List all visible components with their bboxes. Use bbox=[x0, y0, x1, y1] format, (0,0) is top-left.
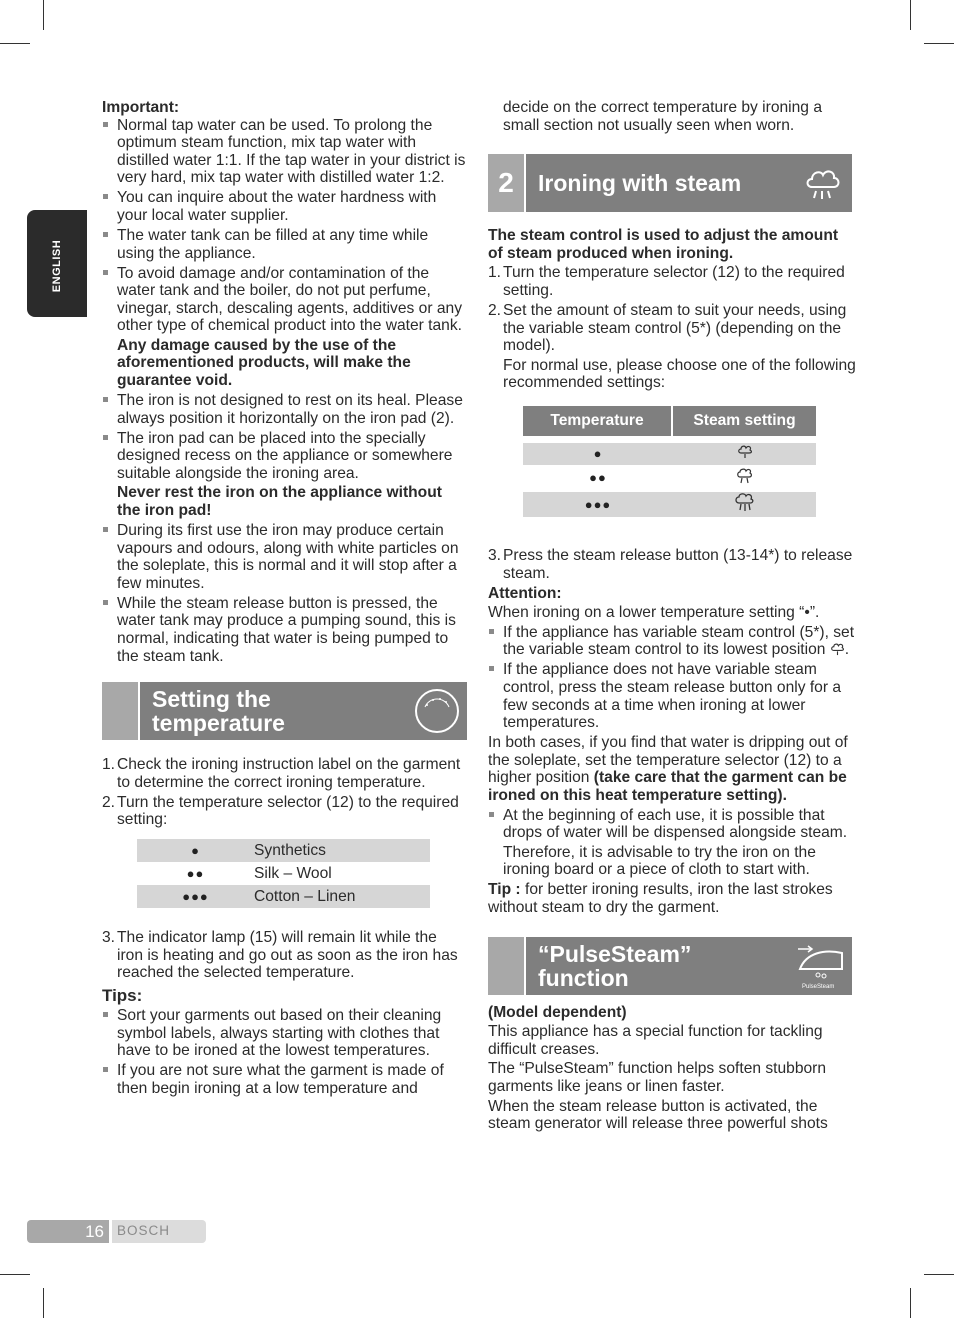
section-number-tab bbox=[488, 937, 526, 995]
language-tab bbox=[27, 210, 87, 317]
section-title: Ironing with steam bbox=[538, 170, 742, 197]
page-number: 16 bbox=[27, 1220, 109, 1243]
list-item: 3. The indicator lamp (15) will remain lit while the iron is heating and go out as soon as the iron has reached the selected temperature. bbox=[102, 928, 458, 982]
section-number: 2 bbox=[488, 154, 526, 212]
list-item: The water tank can be filled at any time while using the appliance. bbox=[102, 227, 467, 262]
table-row: ●● Silk – Wool bbox=[186, 864, 332, 882]
list-item: The iron is not designed to rest on its heal. Please always position it horizontally on the iron pad (2). bbox=[102, 392, 467, 427]
list-item: 1. Turn the temperature selector (12) to the required setting. bbox=[488, 264, 845, 299]
pulse-paragraph: When the steam release button is activated, the steam generator will release three powerful shots bbox=[488, 1097, 828, 1133]
section-number-tab bbox=[102, 682, 140, 740]
attention-text: When ironing on a lower temperature setting “•”. bbox=[488, 604, 820, 622]
brand-name: BOSCH bbox=[112, 1220, 206, 1243]
crop-mark bbox=[0, 1274, 30, 1275]
column-header: Steam setting bbox=[673, 406, 816, 436]
steam-lead: The steam control is used to adjust the amount of steam produced when ironing. bbox=[488, 227, 839, 262]
table-row: ●●● Cotton – Linen bbox=[137, 885, 430, 908]
list-item: Sort your garments out based on their cleaning symbol labels, always starting with clothes that have to be ironed at the lowest temperatures. bbox=[102, 1007, 467, 1060]
list-item: If the appliance does not have variable steam control, press the steam release button only for a few seconds at a time when ironing at lower temperatures. bbox=[488, 661, 856, 731]
list-item: While the steam release button is pressed, the water tank may produce a pumping sound, this is normal, indicating that water is being pumped to the steam tank. bbox=[102, 595, 467, 665]
temperature-table bbox=[137, 839, 430, 908]
tip-text: Tip : for better ironing results, iron the last strokes without steam to dry the garment. bbox=[488, 881, 833, 916]
crop-mark bbox=[910, 0, 911, 30]
temperature-step-3 bbox=[102, 929, 467, 982]
section-header-temperature bbox=[102, 682, 467, 740]
attention-heading: Attention: bbox=[488, 584, 562, 602]
warning-note: Any damage caused by the use of the aforementioned products, will make the guarantee void. bbox=[117, 336, 411, 390]
section-title: “PulseSteam” function bbox=[538, 940, 692, 991]
steam-cloud-icon bbox=[792, 154, 852, 212]
steam-medium-icon bbox=[673, 467, 816, 490]
steam-step-3 bbox=[488, 547, 856, 582]
steam-low-icon bbox=[830, 643, 845, 656]
temperature-steps bbox=[102, 756, 467, 829]
crop-mark bbox=[910, 1288, 911, 1318]
pulsesteam-icon-label: PulseSteam bbox=[802, 983, 835, 990]
important-heading: Important: bbox=[102, 99, 180, 116]
list-item: At the beginning of each use, it is possible that drops of water will be dispensed alongside steam. Therefore, it is advisable to try the iron on the ironing board or a piece of cloth to start with. bbox=[488, 807, 856, 879]
language-label: ENGLISH bbox=[51, 239, 64, 293]
tips-list bbox=[102, 1007, 467, 1097]
table-row: ●● bbox=[523, 467, 816, 490]
crop-mark bbox=[924, 43, 954, 44]
list-item: If the appliance has variable steam control (5*), set the variable steam control to its lowest position . bbox=[488, 624, 856, 659]
steam-steps bbox=[488, 264, 856, 392]
section-header-pulsesteam bbox=[488, 937, 852, 995]
list-item: The iron pad can be placed into the specially designed recess on the appliance or somewhere suitable alongside the ironing area. Never rest the iron on the appliance without the iron pad! bbox=[102, 430, 467, 520]
right-column bbox=[488, 99, 856, 1133]
steam-high-icon bbox=[673, 492, 816, 518]
temperature-dial-icon bbox=[407, 682, 467, 740]
crop-mark bbox=[43, 0, 44, 30]
crop-mark bbox=[43, 1288, 44, 1318]
warning-note: Never rest the iron on the appliance without the iron pad! bbox=[117, 484, 442, 520]
pulse-paragraph: This appliance has a special function for tackling difficult creases. bbox=[488, 1023, 823, 1058]
pulse-paragraph: The “PulseSteam” function helps soften stubborn garments like jeans or linen faster. bbox=[488, 1060, 827, 1095]
column-header: Temperature bbox=[523, 406, 673, 436]
list-item: You can inquire about the water hardness with your local water supplier. bbox=[102, 189, 467, 224]
both-cases-text: In both cases, if you find that water is dripping out of the soleplate, set the temperature selector (12) to a higher position (take care that the garment can be ironed on this heat temperature setting). bbox=[488, 734, 848, 804]
steam-low-icon bbox=[673, 443, 816, 465]
important-list bbox=[102, 117, 467, 666]
table-row: ● bbox=[523, 443, 816, 465]
attention-list bbox=[488, 624, 856, 732]
tips-heading: Tips: bbox=[102, 985, 143, 1005]
beginning-list bbox=[488, 807, 856, 879]
list-item: During its first use the iron may produce certain vapours and odours, along with white particles on the soleplate, this is normal and it will stop after a few minutes. bbox=[102, 522, 467, 592]
table-header-row bbox=[523, 406, 816, 436]
steam-settings-table bbox=[523, 404, 816, 519]
intro-text: decide on the correct temperature by ironing a small section not usually seen when worn. bbox=[503, 99, 822, 134]
list-item: 2. Set the amount of steam to suit your needs, using the variable steam control (5*) (depending on the model). For normal use, please choose one of the following recommended settings: bbox=[488, 301, 856, 392]
model-dependent: (Model dependent) bbox=[488, 1003, 627, 1021]
list-item: To avoid damage and/or contamination of the water tank and the boiler, do not put perfume, vinegar, starch, descaling agents, additives or any other type of chemical product into the water tank. Any damage caused by the use of the aforementioned products, will make the guarantee void. bbox=[102, 265, 467, 390]
list-item: 2. Turn the temperature selector (12) to the required setting: bbox=[102, 793, 459, 829]
section-header-steam bbox=[488, 154, 852, 212]
table-row: ●●● bbox=[523, 492, 816, 518]
crop-mark bbox=[0, 43, 30, 44]
list-item: If you are not sure what the garment is made of then begin ironing at a low temperature and bbox=[102, 1062, 467, 1097]
crop-mark bbox=[924, 1274, 954, 1275]
table-row: ● Synthetics bbox=[137, 839, 430, 862]
page-footer bbox=[27, 1220, 206, 1243]
left-column bbox=[102, 99, 467, 1100]
list-item: 3. Press the steam release button (13-14*) to release steam. bbox=[488, 547, 853, 582]
section-title: Setting the temperature bbox=[152, 686, 285, 737]
pulsesteam-iron-icon bbox=[792, 937, 852, 995]
list-item: 1. Check the ironing instruction label on the garment to determine the correct ironing temperature. bbox=[102, 756, 461, 791]
list-item: Normal tap water can be used. To prolong the optimum steam function, mix tap water with distilled water 1:1. If the tap water in your district is very hard, mix tap water with distilled water 1:2. bbox=[102, 117, 467, 187]
